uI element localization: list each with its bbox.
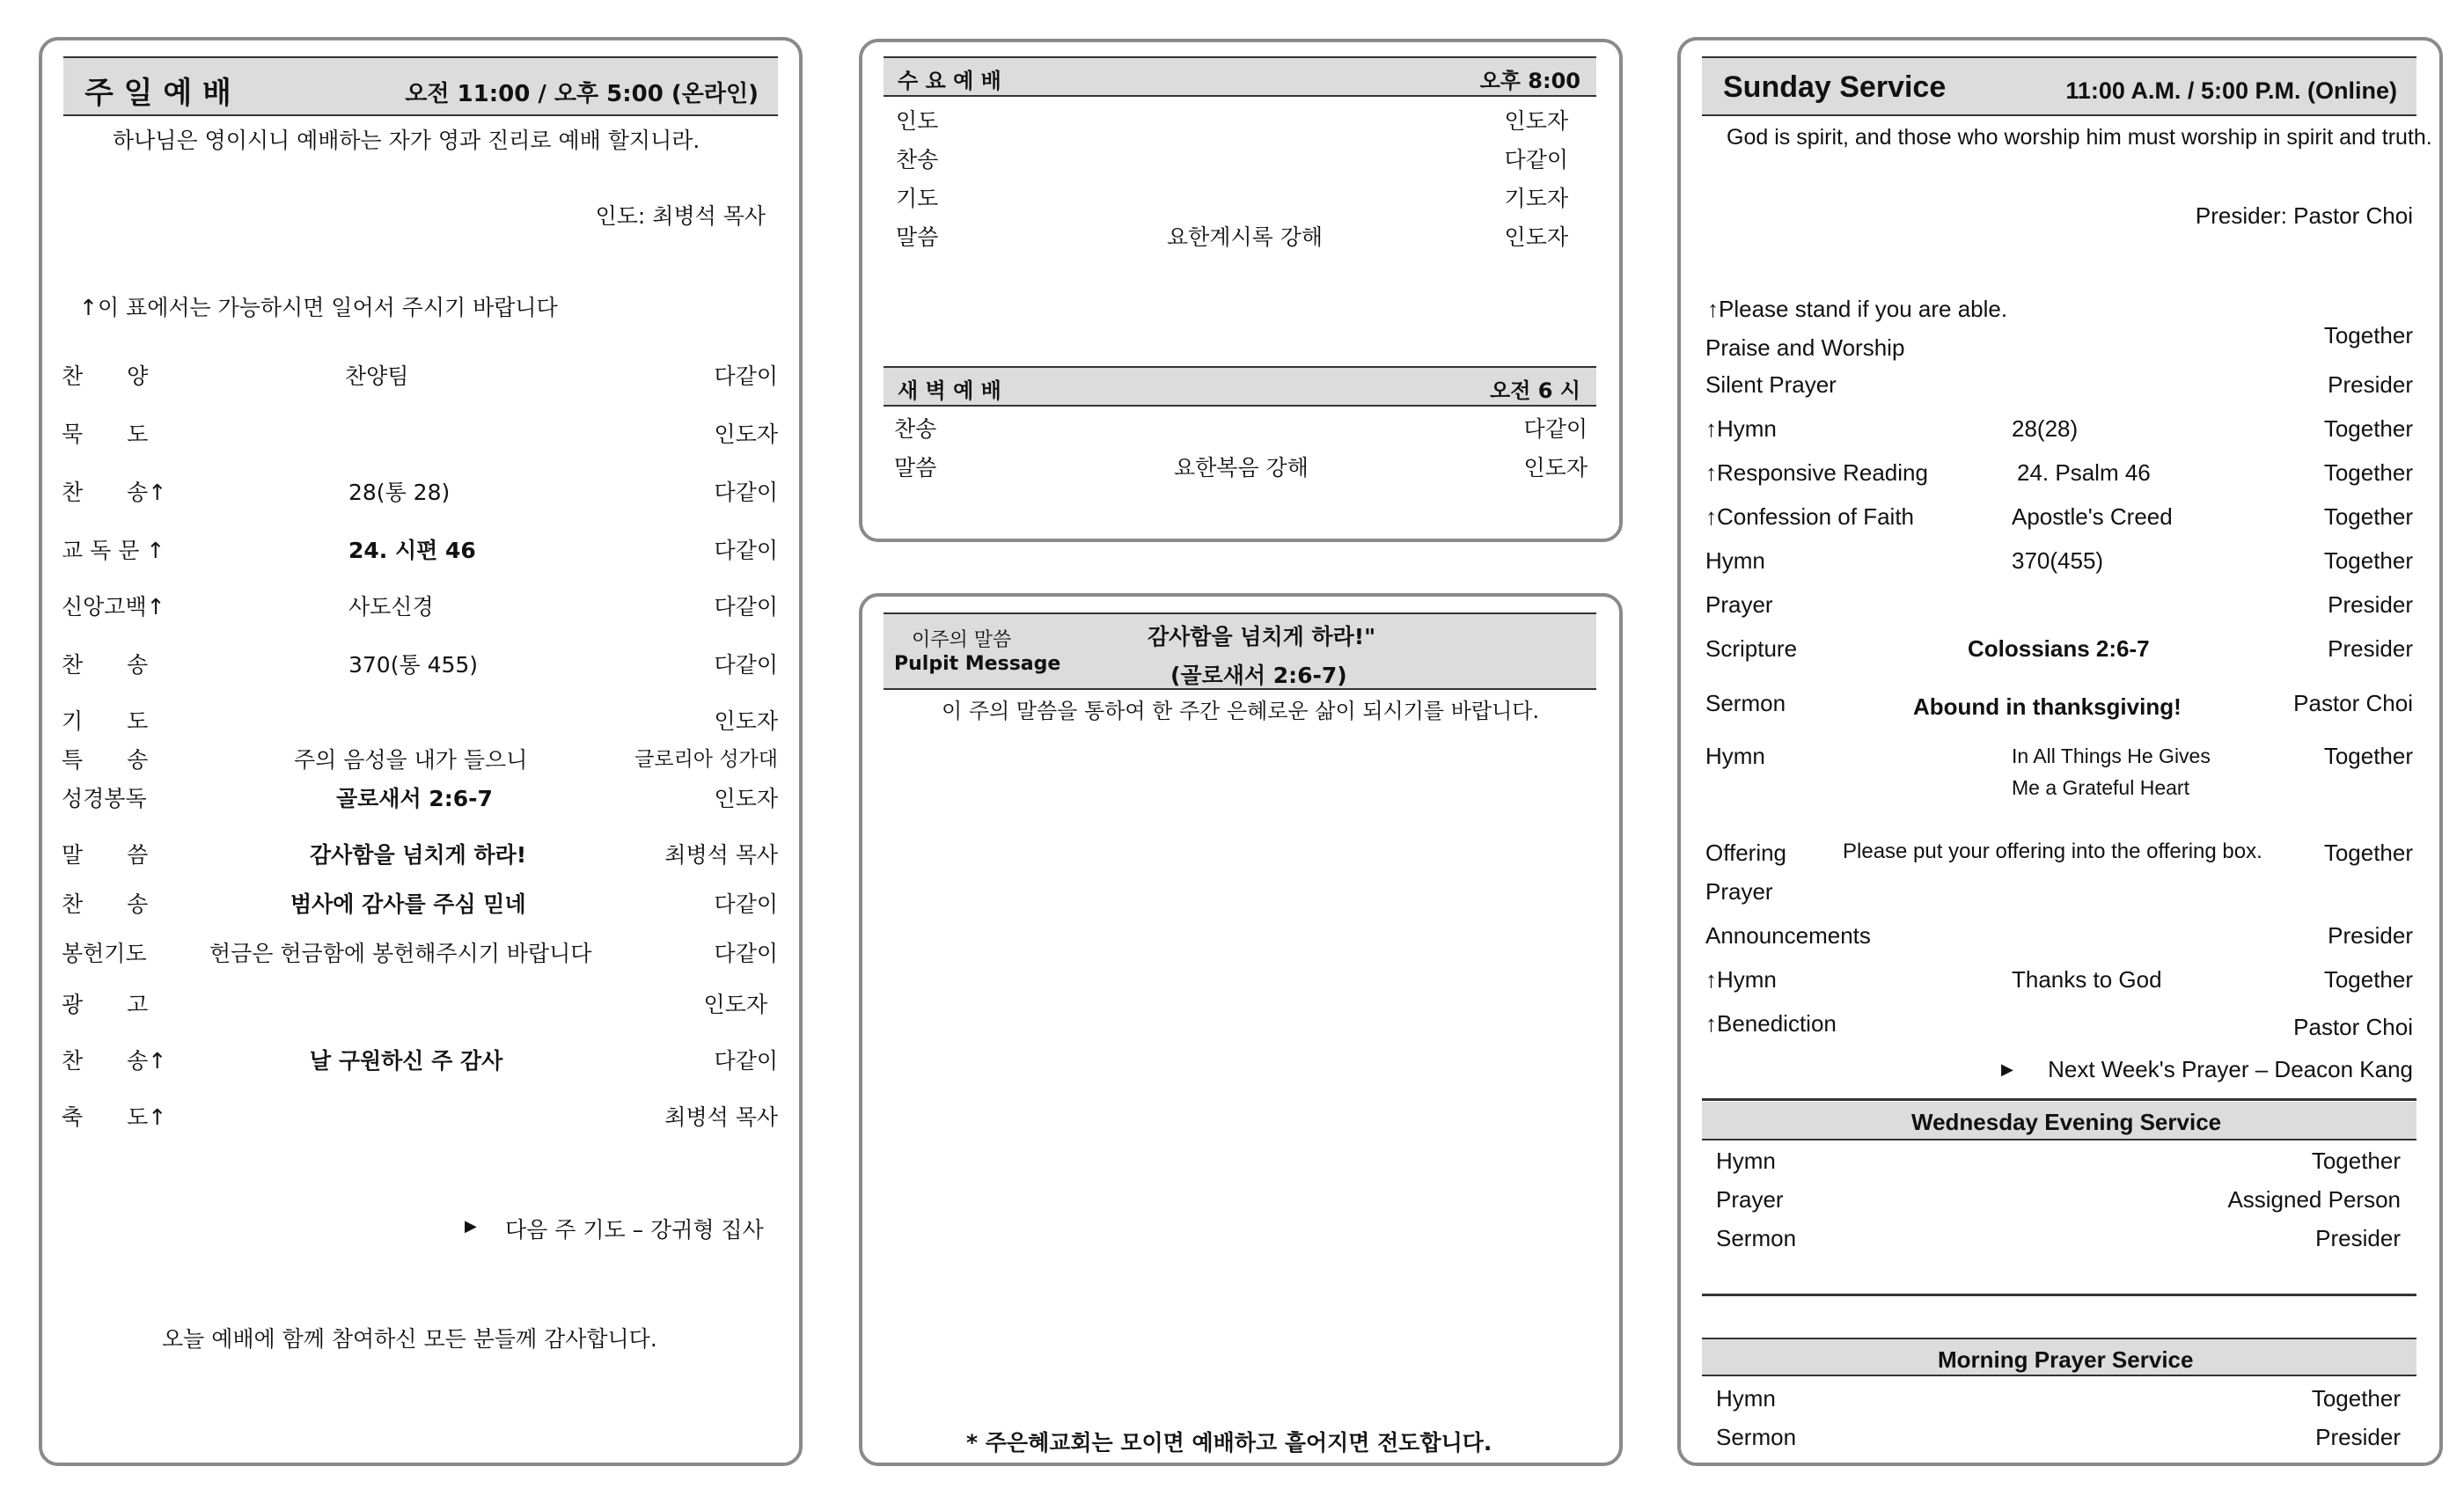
row-leader: 글로리아 성가대: [634, 748, 778, 771]
row-detail: 찬양팀: [345, 363, 409, 389]
row-leader: 인도자: [1504, 108, 1568, 134]
row-leader: Pastor Choi: [2293, 690, 2413, 716]
row-detail: 24. 시편 46: [348, 538, 476, 563]
row-leader: 인도자: [714, 708, 778, 734]
row-detail: 요한복음 강해: [1174, 455, 1309, 480]
row-name: Prayer: [1705, 878, 1773, 905]
row-leader: Pastor Choi: [2293, 1014, 2413, 1040]
row-name: 성경봉독: [62, 786, 147, 811]
row-leader: Presider: [2315, 1424, 2401, 1450]
row-name: 교 독 문 ↑: [62, 538, 165, 563]
row-leader: 다같이: [714, 363, 778, 389]
row-name: Sermon: [1705, 690, 1786, 716]
row-name: Hymn: [1705, 743, 1765, 769]
row-leader: 최병석 목사: [664, 1104, 778, 1130]
row-name: Praise and Worship: [1705, 334, 1905, 361]
row-leader: Together: [2311, 1148, 2401, 1174]
korean-next-prayer: 다음 주 기도 – 강귀형 집사: [505, 1217, 764, 1243]
row-detail: 주의 음성을 내가 들으니: [294, 747, 528, 773]
row-leader: 다같이: [1523, 416, 1588, 442]
row-name: 찬 송: [62, 891, 149, 917]
row-name: Scripture: [1705, 635, 1798, 662]
row-detail: 24. Psalm 46: [2017, 459, 2151, 486]
row-name: 찬송: [896, 147, 939, 172]
row-leader: Together: [2323, 459, 2413, 486]
row-name: Prayer: [1716, 1186, 1784, 1213]
pulpit-note: 이 주의 말씀을 통하여 한 주간 은혜로운 삶이 되시기를 바랍니다.: [942, 699, 1540, 723]
play-arrow-icon: ▶: [465, 1217, 477, 1236]
row-leader: 인도자: [1504, 224, 1568, 250]
row-leader: Together: [2323, 503, 2413, 530]
row-detail: Abound in thanksgiving!: [1913, 693, 2182, 720]
row-leader: Presider: [2315, 1225, 2401, 1251]
divider: [1702, 1098, 2416, 1101]
row-detail: Colossians 2:6-7: [1968, 635, 2150, 662]
row-name: Sermon: [1716, 1225, 1797, 1251]
row-leader: Together: [2323, 743, 2413, 769]
row-leader: Assigned Person: [2227, 1186, 2401, 1213]
divider: [1702, 1294, 2416, 1296]
english-sunday-time: 11:00 A.M. / 5:00 P.M. (Online): [2065, 77, 2397, 104]
row-name: 말씀: [896, 224, 939, 250]
row-name: 찬 송↑: [62, 1048, 167, 1074]
row-leader: Together: [2323, 840, 2413, 866]
row-detail: 28(통 28): [348, 480, 451, 505]
row-name: 특 송: [62, 747, 149, 773]
row-name: 묵 도: [62, 422, 149, 447]
row-detail: Apostle's Creed: [2012, 503, 2173, 530]
pulpit-title: 감사함을 넘치게 하라!": [1148, 624, 1376, 649]
row-detail: 요한계시록 강해: [1167, 224, 1323, 250]
row-leader: 다같이: [714, 480, 778, 505]
row-name: ↑Hymn: [1705, 415, 1777, 442]
row-leader: 다같이: [714, 538, 778, 563]
row-name: 찬 송↑: [62, 480, 167, 505]
row-name: 찬송: [894, 416, 937, 442]
row-name: 말씀: [894, 455, 937, 480]
english-sunday-presider: Presider: Pastor Choi: [2195, 202, 2413, 229]
english-sunday-title: Sunday Service: [1723, 70, 1947, 104]
row-name: 기도: [896, 186, 939, 211]
english-next-prayer: Next Week's Prayer – Deacon Kang: [2048, 1056, 2413, 1082]
church-motto: * 주은혜교회는 모이면 예배하고 흩어지면 전도합니다.: [966, 1430, 1492, 1456]
row-detail: 골로새서 2:6-7: [336, 786, 493, 811]
row-name: ↑Hymn: [1705, 966, 1777, 993]
row-name: 인도: [896, 108, 939, 134]
row-detail: 헌금은 헌금함에 봉헌해주시기 바랍니다: [209, 941, 592, 966]
row-detail-line2: Me a Grateful Heart: [2012, 776, 2189, 799]
row-name: ↑Benediction: [1705, 1010, 1837, 1037]
korean-stand-note: ↑이 표에서는 가능하시면 일어서 주시기 바랍니다: [79, 295, 558, 320]
pulpit-label-en: Pulpit Message: [894, 653, 1061, 675]
row-name: 축 도↑: [62, 1104, 167, 1130]
row-name: ↑Responsive Reading: [1705, 459, 1928, 486]
row-name: 기 도: [62, 708, 149, 734]
row-leader: 다같이: [1504, 147, 1568, 172]
row-name: Prayer: [1705, 591, 1773, 618]
row-detail: In All Things He Gives: [2012, 744, 2211, 767]
row-name: Offering: [1705, 840, 1787, 866]
row-detail: 370(통 455): [348, 652, 479, 678]
row-name: 봉헌기도: [62, 941, 147, 966]
row-name: ↑Confession of Faith: [1705, 503, 1915, 530]
row-leader: Presider: [2328, 371, 2413, 398]
row-detail: 370(455): [2012, 547, 2104, 574]
korean-sunday-time: 오전 11:00 / 오후 5:00 (온라인): [405, 81, 759, 107]
row-name: 광 고: [62, 992, 149, 1017]
row-leader: 인도자: [714, 786, 778, 811]
row-name: 신앙고백↑: [62, 594, 165, 620]
row-name: Hymn: [1716, 1385, 1776, 1412]
row-detail: 범사에 감사를 주심 믿네: [290, 891, 526, 917]
english-sunday-verse: God is spirit, and those who worship him must worship in spirit and truth.: [1727, 125, 2432, 150]
pulpit-label-ko: 이주의 말씀: [912, 629, 1012, 651]
row-name: 말 씀: [62, 842, 149, 868]
row-leader: Presider: [2328, 922, 2413, 949]
row-leader: 다같이: [714, 891, 778, 917]
row-leader: 기도자: [1504, 186, 1568, 211]
row-leader: 다같이: [714, 941, 778, 966]
row-leader: Presider: [2328, 635, 2413, 662]
row-detail: Please put your offering into the offering box.: [1843, 840, 2262, 863]
row-detail: 감사함을 넘치게 하라!: [310, 842, 527, 868]
row-leader: 다같이: [714, 652, 778, 678]
row-name: Sermon: [1716, 1424, 1797, 1450]
korean-sunday-verse: 하나님은 영이시니 예배하는 자가 영과 진리로 예배 할지니라.: [113, 128, 700, 153]
row-name: Hymn: [1705, 547, 1765, 574]
row-leader: 다같이: [714, 1048, 778, 1074]
row-name: Announcements: [1705, 922, 1871, 949]
row-name: Silent Prayer: [1705, 371, 1837, 398]
row-leader: 인도자: [703, 992, 767, 1017]
english-wed-title: Wednesday Evening Service: [1911, 1109, 2222, 1135]
english-morning-title: Morning Prayer Service: [1938, 1346, 2194, 1373]
row-detail: 28(28): [2012, 415, 2079, 442]
row-leader: Together: [2323, 415, 2413, 442]
row-leader: 최병석 목사: [664, 842, 778, 868]
row-leader: Presider: [2328, 591, 2413, 618]
row-leader: 인도자: [714, 422, 778, 447]
korean-sunday-presider: 인도: 최병석 목사: [595, 203, 766, 229]
korean-sunday-title: 주 일 예 배: [84, 76, 231, 111]
pulpit-reference: (골로새서 2:6-7): [1170, 663, 1347, 688]
dawn-title: 새 벽 예 배: [898, 378, 1001, 403]
row-leader: Together: [2323, 966, 2413, 993]
row-name: 찬 양: [62, 363, 149, 389]
row-name: Hymn: [1716, 1148, 1776, 1174]
row-detail: 날 구원하신 주 감사: [310, 1048, 503, 1074]
row-leader: 인도자: [1523, 455, 1588, 480]
wed-title: 수 요 예 배: [898, 69, 1001, 93]
dawn-time: 오전 6 시: [1490, 378, 1580, 403]
play-arrow-icon: ▶: [2001, 1060, 2013, 1079]
wed-time: 오후 8:00: [1479, 69, 1580, 93]
row-detail: Thanks to God: [2012, 966, 2162, 993]
korean-thanks: 오늘 예배에 함께 참여하신 모든 분들께 감사합니다.: [162, 1326, 657, 1352]
row-leader: Together: [2323, 322, 2413, 348]
row-leader: Together: [2311, 1385, 2401, 1412]
row-leader: Together: [2323, 547, 2413, 574]
english-stand-note: ↑Please stand if you are able.: [1707, 296, 2008, 322]
row-name: 찬 송: [62, 652, 149, 678]
row-detail: 사도신경: [348, 594, 434, 620]
row-leader: 다같이: [714, 594, 778, 620]
